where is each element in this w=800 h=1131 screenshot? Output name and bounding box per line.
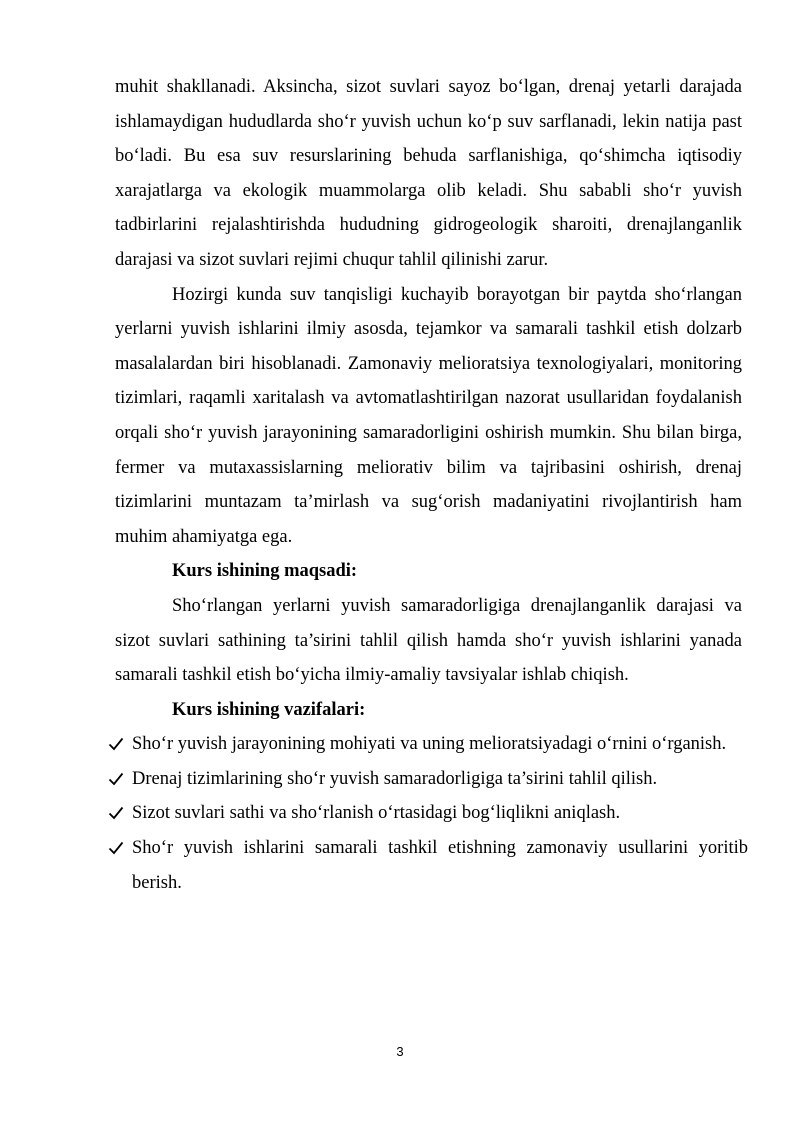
checkmark-icon <box>108 772 124 786</box>
task-text: Drenaj tizimlarining sho‘r yuvish samaradorligiga ta’sirini tahlil qilish. <box>132 768 658 789</box>
page-body <box>115 70 748 900</box>
task-text: Sizot suvlari sathi va sho‘rlanish o‘rtasidagi bog‘liqlikni aniqlash. <box>132 803 621 824</box>
checkmark-icon <box>108 841 124 855</box>
page-number: 3 <box>396 1044 404 1059</box>
paragraph-current-situation: Hozirgi kunda suv tanqisligi kuchayib borayotgan bir paytda sho‘rlangan yerlarni yuvish ishlarini ilmiy asosda, tejamkor va samarali tashkil etish dolzarb masalalardan biri hisoblanadi. Zamonaviy melioratsiya texnologiyalari, monitoring tizimlari, raqamli xaritalash va avtomatlashtirilgan nazorat usullaridan foydalanish orqali sho‘r yuvish jarayonining samaradorligini oshirish mumkin. Shu bilan birga, fermer va mutaxassislarning meliorativ bilim va tajribasini oshirish, drenaj tizimlarini muntazam ta’mirlash va sug‘orish madaniyatini rivojlantirish ham muhim ahamiyatga ega. <box>115 284 742 547</box>
goal-heading: Kurs ishining maqsadi: <box>172 561 358 582</box>
task-text: Sho‘r yuvish jarayonining mohiyati va uning melioratsiyadagi o‘rnini o‘rganish. <box>132 734 727 755</box>
task-item <box>108 727 748 762</box>
tasks-list <box>108 727 748 900</box>
task-item <box>108 831 748 900</box>
task-text: Sho‘r yuvish ishlarini samarali tashkil etishning zamonaviy usullarini yoritib berish. <box>132 838 748 893</box>
checkmark-icon <box>108 737 124 751</box>
paragraph-continuation: muhit shakllanadi. Aksincha, sizot suvlari sayoz bo‘lgan, drenaj yetarli darajada ishlamaydigan hududlarda sho‘r yuvish uchun ko‘p suv sarflanadi, lekin natija past bo‘ladi. Bu esa suv resurslarining behuda sarflanishiga, qo‘shimcha iqtisodiy xarajatlarga va ekologik muammolarga olib keladi. Shu sababli sho‘r yuvish tadbirlarini rejalashtirishda hududning gidrogeologik sharoiti, drenajlanganlik darajasi va sizot suvlari rejimi chuqur tahlil qilinishi zarur. <box>115 77 742 270</box>
goal-text: Sho‘rlangan yerlarni yuvish samaradorligiga drenajlanganlik darajasi va sizot suvlari sathining ta’sirini tahlil qilish hamda sho‘r yuvish ishlarini yanada samarali tashkil etish bo‘yicha ilmiy-amaliy tavsiyalar ishlab chiqish. <box>115 595 742 686</box>
checkmark-icon <box>108 806 124 820</box>
task-item <box>108 796 748 831</box>
tasks-heading: Kurs ishining vazifalari: <box>172 699 366 720</box>
task-item <box>108 762 748 797</box>
